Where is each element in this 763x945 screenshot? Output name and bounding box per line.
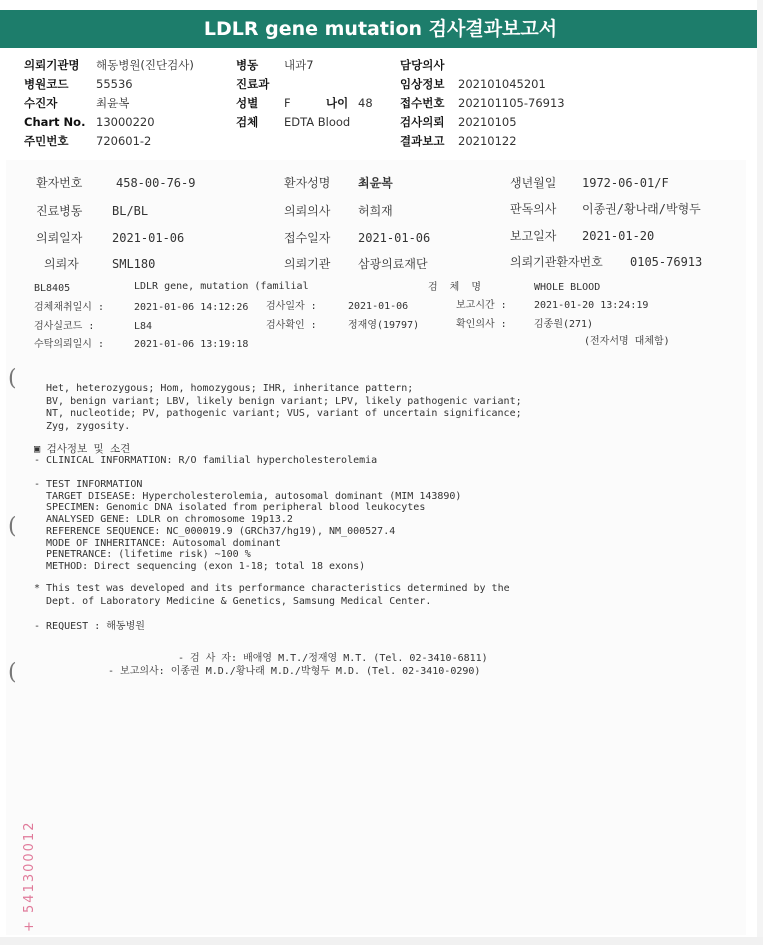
- value-confirm-doctor: 김종원(271): [534, 319, 594, 330]
- label-requesting-facility: 의뢰기관: [284, 257, 331, 271]
- label-ward-scan: 진료병동: [36, 204, 83, 218]
- label-consign-time: 수탁의뢰일시 :: [34, 339, 105, 350]
- value-ward: 내과7: [284, 58, 314, 72]
- test-code: BL8405: [34, 283, 71, 294]
- value-hospital-code: 55536: [96, 77, 133, 91]
- label-exam-date: 검사일자 :: [266, 301, 317, 312]
- value-exam-date: 2021-01-06: [348, 301, 409, 312]
- label-specimen: 검체: [236, 115, 259, 129]
- header-col1: [24, 56, 194, 151]
- label-resident-no: 주민번호: [24, 134, 69, 148]
- patient-row: [510, 174, 669, 191]
- punch-hole-mark: (: [8, 660, 17, 685]
- label-report-time: 보고시간 :: [456, 300, 507, 311]
- patient-row: [284, 202, 393, 219]
- label-ward: 병동: [236, 58, 259, 72]
- test-information: - TEST INFORMATION TARGET DISEASE: Hypercholesterolemia, autosomal dominant (MIM 143890) SPECIMEN: Genomic DNA isolated from peripheral blood leukocytes ANALYSED GENE: LDLR on chromosome 19p13.2 REFERENCE SEQUENCE: NC_000019.9 (GRCh37/hg19), NM_000527.4 MODE OF INHERITANCE: Autosomal dominant PENETRANCE: (lifetime risk) ~100 % METHOD: Direct sequencing (exon 1-18; total 18 exons): [34, 479, 462, 572]
- value-consign-time: 2021-01-06 13:19:18: [134, 339, 249, 350]
- value-patient-name: 최윤복: [358, 176, 393, 190]
- label-sex: 성별: [236, 96, 259, 110]
- value-requesting-org: 해동병원(진단검사): [96, 58, 194, 72]
- clinical-information: - CLINICAL INFORMATION: R/O familial hypercholesterolemia: [34, 455, 378, 466]
- value-reading-doctor: 이종권/황나래/박형두: [582, 202, 701, 216]
- label-requester: 의뢰자: [44, 257, 79, 271]
- value-receipt-no: 202101105-76913: [458, 96, 565, 110]
- value-collection: 2021-01-06 14:12:26: [134, 302, 249, 313]
- value-sex: F: [284, 96, 291, 110]
- patient-row: [36, 174, 195, 191]
- label-clinical-info: 임상정보: [400, 77, 445, 91]
- label-specimen-name: 검 체 명: [428, 282, 485, 293]
- label-birthdate: 생년월일: [510, 176, 557, 190]
- value-lab-code: L84: [134, 321, 153, 332]
- label-receipt-date: 접수일자: [284, 231, 331, 245]
- value-age: 48: [358, 96, 373, 110]
- label-report-date: 보고일자: [510, 229, 557, 243]
- label-referring-doctor: 의뢰의사: [284, 204, 331, 218]
- value-birthdate: 1972-06-01/F: [582, 176, 669, 190]
- label-collection: 검체채취일시 :: [34, 302, 105, 313]
- patient-row: [36, 229, 184, 246]
- value-chart-no: 13000220: [96, 115, 155, 129]
- patient-row: [284, 174, 393, 191]
- value-referring-doctor: 허희재: [358, 204, 393, 218]
- disclaimer: * This test was developed and its performance characteristics determined by the Dept. of Laboratory Medicine & Genetics, Samsung Medical Center.: [34, 583, 510, 607]
- label-patient-name: 환자성명: [284, 176, 331, 190]
- label-department: 진료과: [236, 77, 270, 91]
- reporting-doctor: - 보고의사: 이종권 M.D./황나래 M.D./박형두 M.D. (Tel. 02-3410-0290): [108, 666, 481, 677]
- value-requester: SML180: [112, 257, 156, 271]
- value-request-date: 2021-01-06: [112, 231, 185, 245]
- value-result-report: 20210122: [458, 134, 517, 148]
- value-requesting-facility: 삼광의료재단: [358, 257, 428, 271]
- patient-row: [36, 202, 148, 219]
- label-requesting-org: 의뢰기관명: [24, 58, 80, 72]
- label-reading-doctor: 판독의사: [510, 202, 557, 216]
- label-attending: 담당의사: [400, 58, 445, 72]
- value-receipt-date: 2021-01-06: [358, 231, 431, 245]
- label-result-report: 결과보고: [400, 134, 445, 148]
- label-test-request: 검사의뢰: [400, 115, 445, 129]
- label-request-date: 의뢰일자: [36, 231, 83, 245]
- patient-row: [284, 229, 430, 246]
- label-facility-patient-no: 의뢰기관환자번호: [510, 255, 603, 269]
- label-patient-id: 환자번호: [36, 176, 83, 190]
- value-resident-no: 720601-2: [96, 134, 152, 148]
- label-lab-code: 검사실코드 :: [34, 321, 95, 332]
- esign-note: (전자서명 대체함): [584, 336, 670, 347]
- report-title: LDLR gene mutation 검사결과보고서: [0, 10, 761, 48]
- value-ward-scan: BL/BL: [112, 204, 149, 218]
- value-patient: 최윤복: [96, 96, 130, 110]
- value-clinical-info: 202101045201: [458, 77, 546, 91]
- patient-row: [510, 253, 702, 270]
- header-col2: [236, 56, 373, 132]
- value-specimen: EDTA Blood: [284, 115, 351, 129]
- value-specimen-name: WHOLE BLOOD: [534, 282, 601, 293]
- abbreviations: Het, heterozygous; Hom, homozygous; IHR, inheritance pattern; BV, benign variant; LBV, likely benign variant; LPV, likely pathogenic variant; NT, nucleotide; PV, pathogenic variant; VUS, variant of uncertain significance; Zyg, zygosity.: [46, 383, 522, 432]
- label-chart-no: Chart No.: [24, 115, 86, 129]
- test-name: LDLR gene, mutation (familial: [134, 281, 309, 292]
- label-hospital-code: 병원코드: [24, 77, 69, 91]
- value-report-date: 2021-01-20: [582, 229, 655, 243]
- right-border: [757, 0, 763, 945]
- examiner: - 검 사 자: 배애영 M.T./정재영 M.T. (Tel. 02-3410-6811): [178, 653, 488, 664]
- header-col3: [400, 56, 565, 151]
- patient-row: [510, 227, 654, 244]
- barcode-number: + 541300012: [22, 820, 37, 932]
- value-report-time: 2021-01-20 13:24:19: [534, 300, 649, 311]
- value-facility-patient-no: 0105-76913: [630, 255, 703, 269]
- patient-row: [44, 255, 155, 272]
- patient-row: [510, 200, 701, 217]
- value-patient-id: 458-00-76-9: [116, 176, 196, 190]
- request: - REQUEST : 해동병원: [34, 621, 145, 632]
- punch-hole-mark: (: [8, 514, 17, 539]
- value-test-request: 20210105: [458, 115, 517, 129]
- label-patient: 수진자: [24, 96, 58, 110]
- bottom-border: [0, 937, 763, 945]
- punch-hole-mark: (: [8, 366, 17, 391]
- patient-row: [284, 255, 428, 272]
- label-age: 나이: [326, 96, 349, 110]
- label-confirm-doctor: 확인의사 :: [456, 319, 507, 330]
- section-title: ▣ 검사정보 및 소견: [34, 443, 131, 455]
- label-receipt-no: 접수번호: [400, 96, 445, 110]
- value-exam-confirm: 정재영(19797): [348, 320, 420, 331]
- label-exam-confirm: 검사확인 :: [266, 320, 317, 331]
